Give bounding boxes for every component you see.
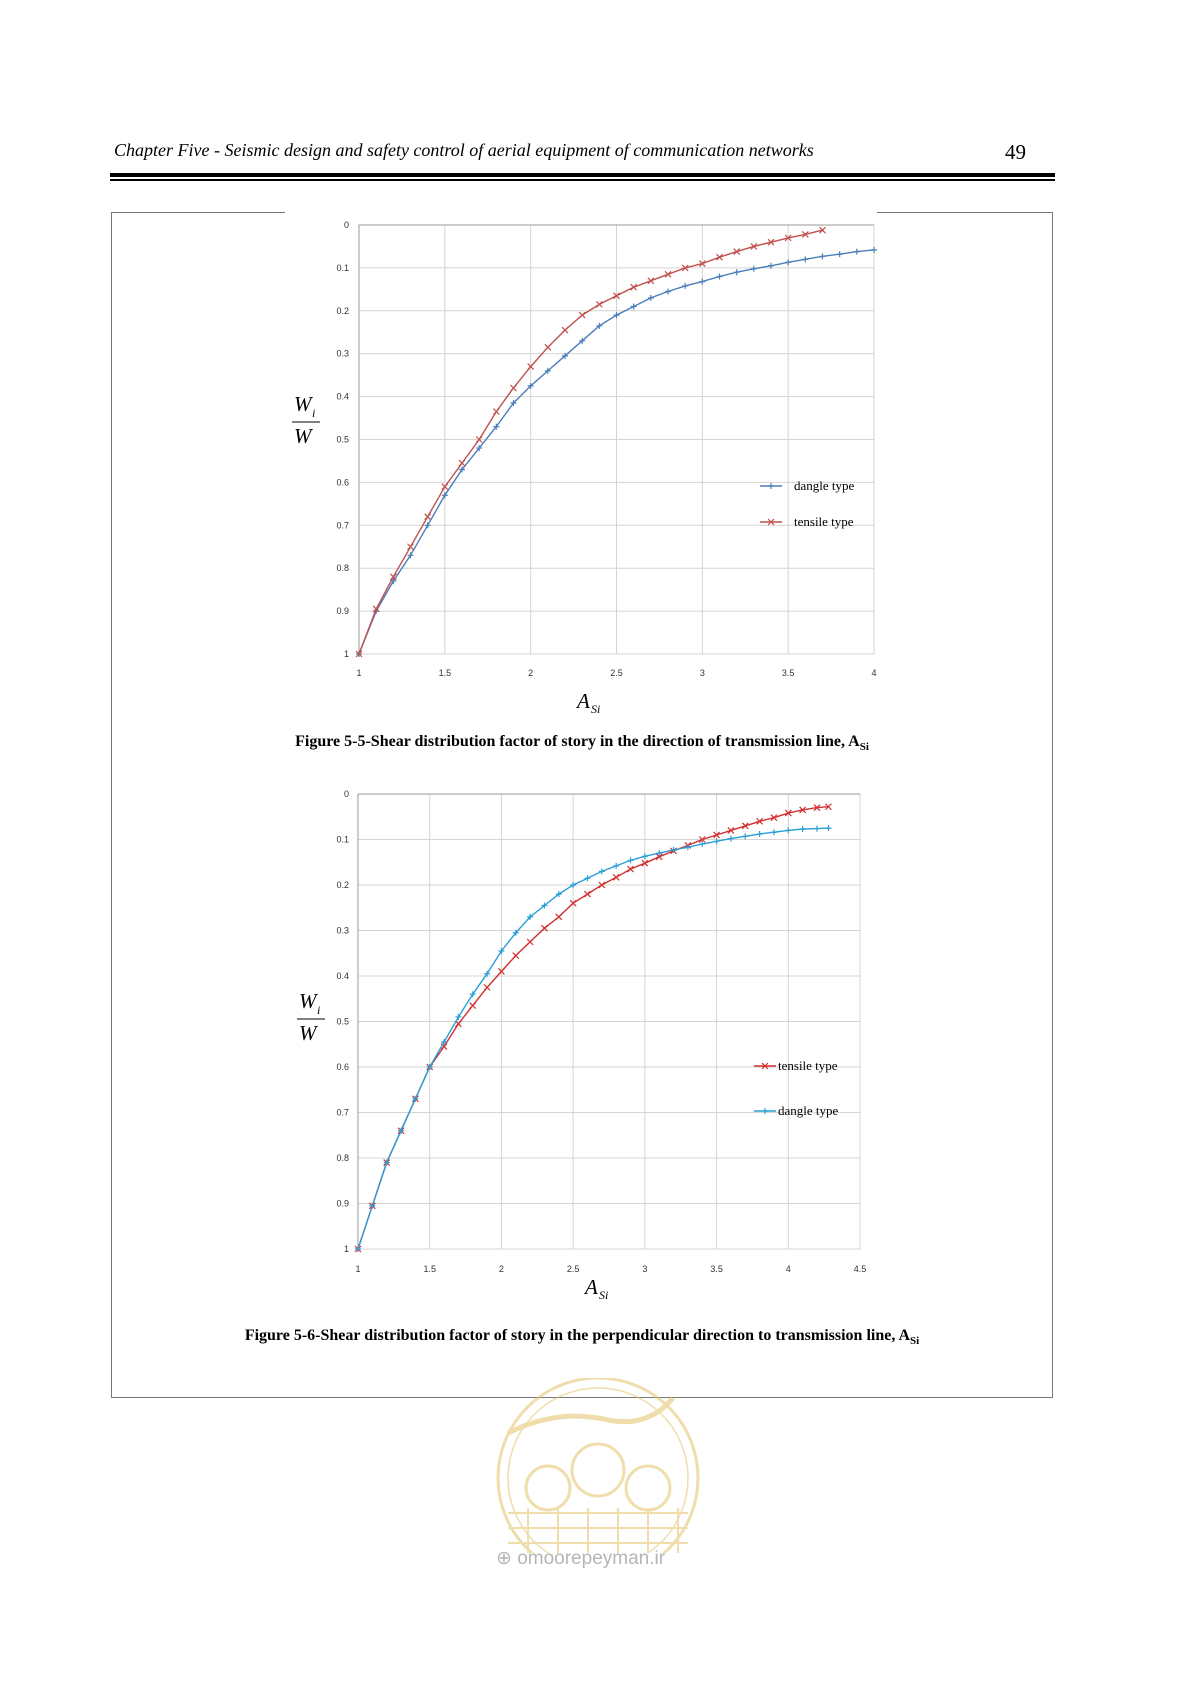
figure-5-5-caption-sub: Si (859, 741, 869, 754)
c0-x-tick-label: 3 (699, 668, 705, 678)
c1-x-tick-label: 3.5 (710, 1264, 723, 1274)
c1-y-tick-label: 0.2 (336, 880, 349, 890)
c1-y-tick-label: 0.7 (336, 1107, 349, 1118)
figure-5-6-caption-text: Figure 5-6-Shear distribution factor of story in the perpendicular direction to transmission line, A (244, 1327, 910, 1344)
c0-y-tick-label: 0.8 (336, 563, 349, 574)
c1-x-tick-label: 4.5 (853, 1264, 867, 1274)
chapter-header-title: Chapter Five - Seismic design and safety control of aerial equipment of communication networks (114, 140, 814, 160)
c0-x-tick-label: 2 (528, 668, 534, 678)
c0-x-tick-label: 1.5 (438, 668, 452, 678)
c0-x-axis-label-sub: Si (591, 702, 601, 716)
c0-y-tick-label: 0.2 (336, 305, 349, 316)
c0-y-tick-label: 0.4 (336, 391, 349, 402)
figure-5-6-caption-sub: Si (910, 1335, 920, 1348)
c0-legend-label-1: tensile type (794, 514, 854, 529)
watermark-url: omoorepeyman.ir (517, 1548, 666, 1569)
c0-legend-label-0: dangle type (794, 478, 855, 493)
watermark-text: ⊕ omoorepeyman.ir (496, 1548, 666, 1569)
c1-y-tick-label: 0.4 (336, 971, 349, 981)
c1-y-axis-label-denominator: W (299, 1021, 317, 1045)
c1-y-tick-label: 0.1 (336, 834, 349, 845)
c0-y-tick-label: 1 (343, 649, 349, 659)
c1-x-tick-label: 2 (498, 1264, 504, 1274)
c1-y-tick-label: 0.5 (336, 1016, 349, 1027)
c0-y-tick-label: 0.9 (336, 606, 349, 617)
c0-y-tick-label: 0.3 (336, 348, 349, 359)
c0-x-tick-label: 1 (356, 668, 362, 678)
c1-y-tick-label: 0.3 (336, 925, 349, 936)
c1-y-axis-label-numerator: W (299, 989, 317, 1013)
c0-y-tick-label: 0.6 (336, 477, 349, 488)
c1-x-tick-label: 4 (785, 1264, 791, 1274)
c0-y-axis-label-numerator: W (294, 392, 312, 416)
c0-y-tick-label: 0 (343, 220, 349, 230)
c1-x-axis-label: A (585, 1275, 598, 1299)
c1-x-axis-label-sub: Si (599, 1288, 609, 1302)
c1-x-tick-label: 1.5 (423, 1264, 436, 1274)
c1-legend-label-0: tensile type (778, 1058, 838, 1073)
c0-x-axis-label: A (577, 689, 590, 713)
figure-5-5-caption-text: Figure 5-5-Shear distribution factor of story in the direction of transmission line, A (295, 733, 860, 750)
c0-y-tick-label: 0.1 (336, 262, 349, 273)
c1-y-tick-label: 0.6 (336, 1062, 349, 1072)
c1-y-axis-label-sub: i (317, 1003, 321, 1017)
c1-legend-label-1: dangle type (778, 1103, 839, 1118)
c0-y-tick-label: 0.7 (336, 520, 349, 531)
c1-x-tick-label: 2.5 (566, 1264, 580, 1274)
c0-x-tick-label: 2.5 (610, 668, 623, 678)
c0-y-axis-label-sub: i (312, 406, 316, 420)
c1-y-tick-label: 0.8 (336, 1153, 349, 1163)
c1-y-tick-label: 1 (343, 1244, 349, 1254)
page-number: 49 (1005, 140, 1026, 164)
c1-x-tick-label: 3 (642, 1264, 648, 1274)
c0-x-tick-label: 3.5 (781, 668, 795, 678)
c0-y-axis-label-denominator: W (294, 424, 312, 448)
c1-y-tick-label: 0 (343, 789, 349, 799)
c0-y-tick-label: 0.5 (336, 434, 349, 445)
c0-x-tick-label: 4 (871, 668, 877, 678)
c1-x-tick-label: 1 (355, 1264, 361, 1274)
c1-y-tick-label: 0.9 (336, 1198, 349, 1209)
